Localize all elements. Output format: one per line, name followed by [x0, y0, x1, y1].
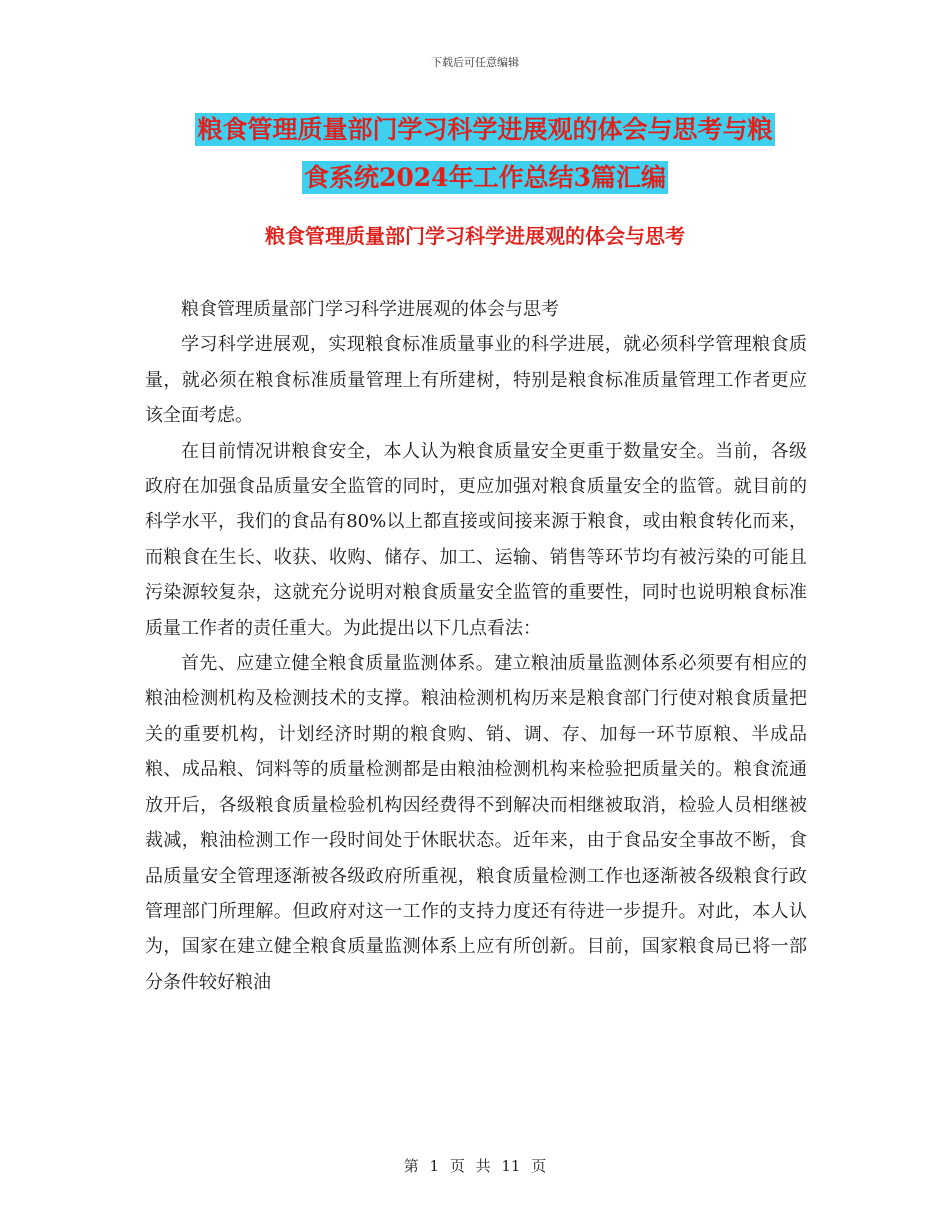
- section-title: 粮食管理质量部门学习科学进展观的体会与思考: [265, 224, 685, 248]
- header-note: 下载后可任意编辑: [431, 56, 519, 69]
- document-title-line-2: 食系统2024年工作总结3篇汇编: [304, 163, 666, 192]
- document-title: [145, 106, 825, 202]
- document-title-line-1: 粮食管理质量部门学习科学进展观的体会与思考与粮: [197, 115, 773, 144]
- paragraph: 学习科学进展观，实现粮食标准质量事业的科学进展，就必须科学管理粮食质量，就必须在粮食标准质量管理上有所建树，特别是粮食标准质量管理工作者更应该全面考虑。: [145, 334, 807, 427]
- paragraph: 在目前情况讲粮食安全，本人认为粮食质量安全更重于数量安全。当前，各级政府在加强食品质量安全监管的同时，更应加强对粮食质量安全的监管。就目前的科学水平，我们的食品有80%以上都直接或间接来源于粮食，或由粮食转化而来，而粮食在生长、收获、收购、储存、加工、运输、销售等环节均有被污染的可能且污染源较复杂，这就充分说明对粮食质量安全监管的重要性，同时也说明粮食标准质量工作者的责任重大。为此提出以下几点看法：: [145, 440, 807, 639]
- paragraph: 首先、应建立健全粮食质量监测体系。建立粮油质量监测体系必须要有相应的粮油检测机构及检测技术的支撑。粮油检测机构历来是粮食部门行使对粮食质量把关的重要机构，计划经济时期的粮食购、销、调、存、加每一环节原粮、半成品粮、成品粮、饲料等的质量检测都是由粮油检测机构来检验把质量关的。粮食流通放开后，各级粮食质量检验机构因经费得不到解决而相继被取消，检验人员相继被裁减，粮油检测工作一段时间处于休眠状态。近年来，由于食品安全事故不断，食品质量安全管理逐渐被各级政府所重视，粮食质量检测工作也逐渐被各级粮食行政管理部门所理解。但政府对这一工作的支持力度还有待进一步提升。对此，本人认为，国家在建立健全粮食质量监测体系上应有所创新。目前，国家粮食局已将一部分条件较好粮油: [145, 653, 807, 993]
- page-footer: 第 1 页 共 11 页: [403, 1157, 547, 1175]
- body-text: [145, 292, 807, 1000]
- paragraph: 粮食管理质量部门学习科学进展观的体会与思考: [181, 299, 559, 320]
